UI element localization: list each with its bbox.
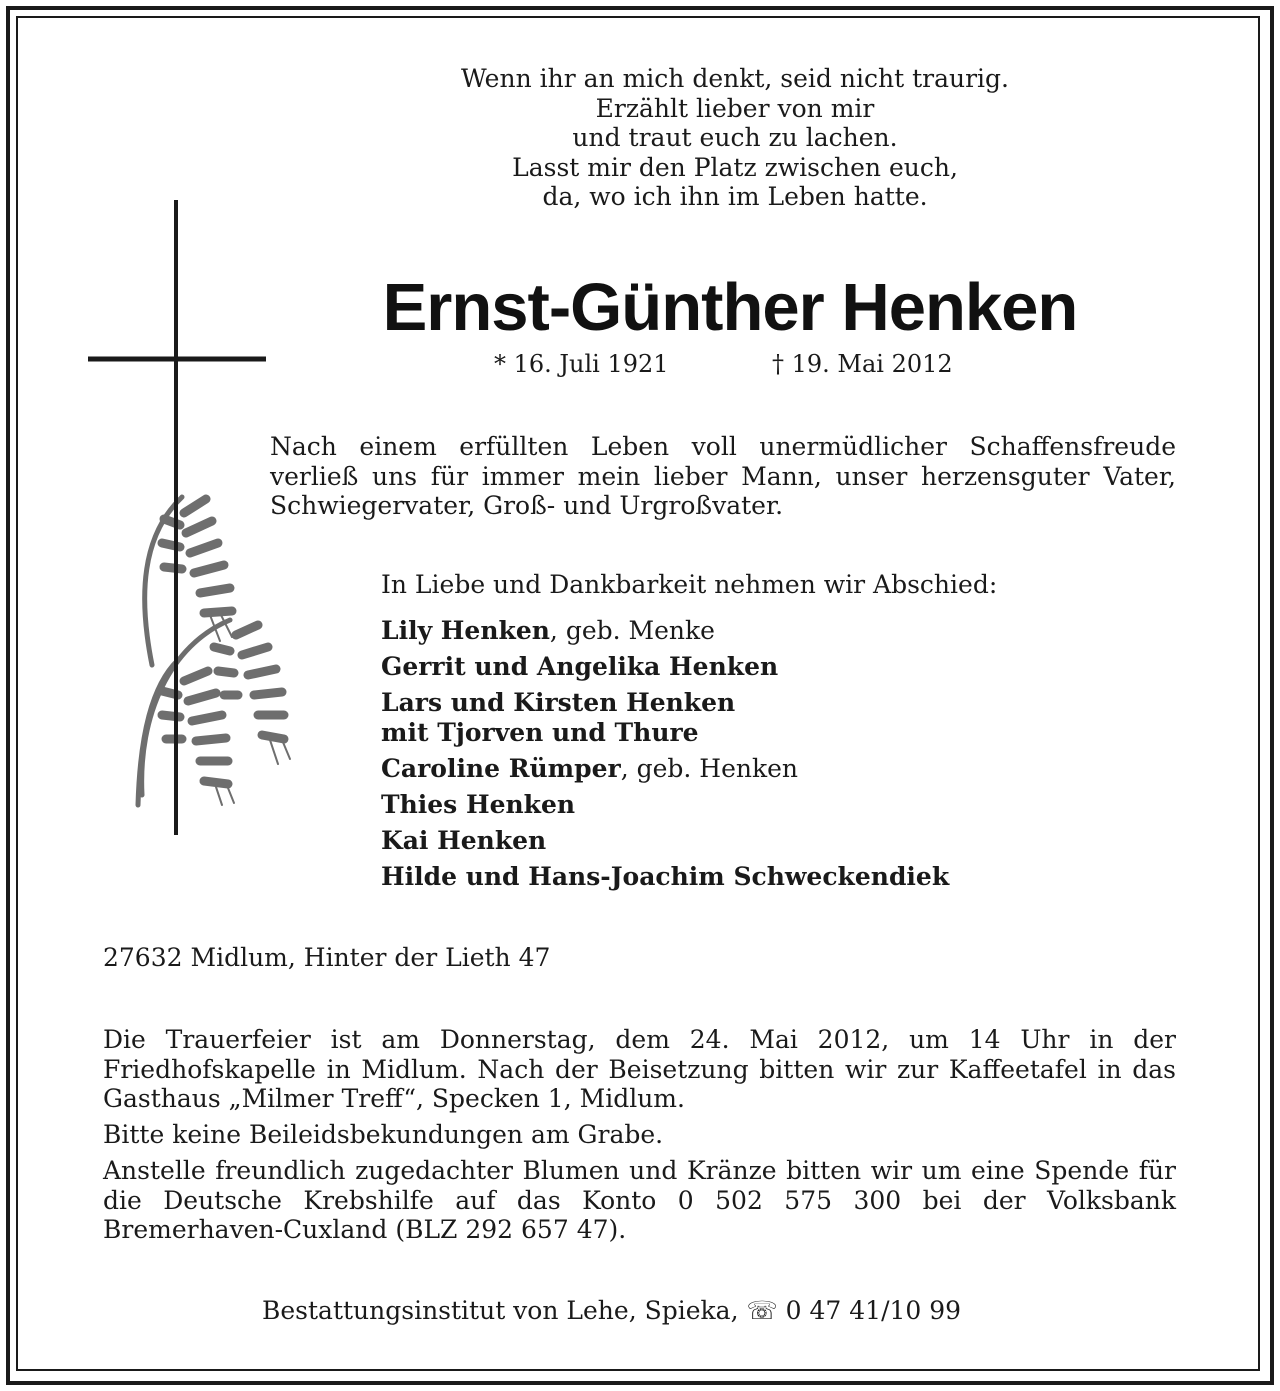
intro-text: Nach einem erfüllten Leben voll unermüdlicher Schaffensfreude verließ uns für immer mein lieber Mann, unser herzensguter Vater, Schwiegervater, Groß- und Urgroßvater. [270,432,1176,520]
birth-date: * 16. Juli 1921 [494,350,669,378]
mourner-entry [381,826,949,856]
ceremony-text: Die Trauerfeier ist am Donnerstag, dem 24. Mai 2012, um 14 Uhr in der Friedhofskapelle in Midlum. Nach der Beisetzung bitten wir zur Kaffeetafel in das Gasthaus „Milmer Treff“, Specken 1, Midlum. [103,1025,1176,1113]
poem-line: Wenn ihr an mich denkt, seid nicht traurig. [461,64,1009,93]
mourner-name: Thies Henken [381,789,576,819]
poem [330,64,1140,212]
funeral-home: Bestattungsinstitut von Lehe, Spieka, ☏ 0 47 41/10 99 [262,1296,962,1325]
mourner-entry [381,652,949,682]
mourner-entry [381,718,949,748]
mourner-name: Gerrit und Angelika Henken [381,652,779,681]
poem-line: und traut euch zu lachen. [572,123,898,152]
mourner-entry [381,688,949,718]
mourner-suffix: , geb. Henken [620,753,799,783]
mourner-name: mit Tjorven und Thure [381,717,699,747]
cross-icon [88,200,266,835]
mourner-entry [381,790,949,820]
wheat-ears-icon [138,497,290,805]
mourner-name: Lars und Kirsten Henken [381,688,736,717]
mourner-name: Caroline Rümper [381,753,621,783]
mourner-name: Kai Henken [381,825,547,855]
poem-line: Lasst mir den Platz zwischen euch, [512,152,958,182]
no-condolences-text: Bitte keine Beileidsbekundungen am Grabe. [103,1120,664,1149]
mourner-suffix: , geb. Menke [549,616,715,645]
death-date: † 19. Mai 2012 [772,350,953,378]
poem-line: Erzählt lieber von mir [595,93,875,123]
mourner-entry [381,754,949,784]
poem-line: da, wo ich ihn im Leben hatte. [542,182,928,211]
mourners-list [381,616,949,898]
mourner-entry [381,862,949,892]
mourner-entry [381,616,949,646]
deceased-name: Ernst-Günther Henken [382,270,1078,345]
mourner-name: Hilde und Hans-Joachim Schweckendiek [381,861,950,891]
farewell-line: In Liebe und Dankbarkeit nehmen wir Abschied: [381,570,998,599]
donation-text: Anstelle freundlich zugedachter Blumen und Kränze bitten wir um eine Spende für die Deutsche Krebshilfe auf das Konto 0 502 575 300 bei der Volksbank Bremerhaven-Cuxland (BLZ 292 657 47). [103,1156,1176,1244]
address: 27632 Midlum, Hinter der Lieth 47 [103,943,551,972]
mourner-name: Lily Henken [381,616,550,645]
